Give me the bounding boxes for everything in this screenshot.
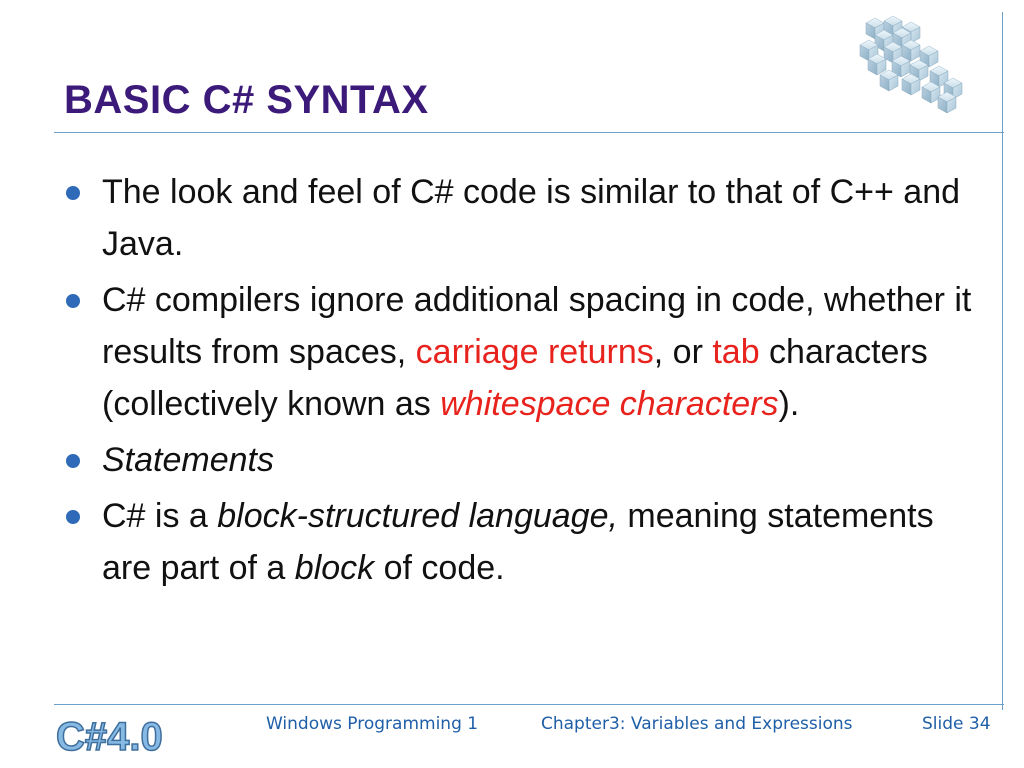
bullet-text-segment: C# is a xyxy=(102,497,218,535)
italic-term: block-structured language, xyxy=(217,497,618,535)
italic-term: block xyxy=(294,549,375,587)
bullet-text-segment: of code. xyxy=(374,549,505,587)
bullet-dot-icon xyxy=(66,186,80,200)
bullet-text-segment: characters (collectively known as xyxy=(102,333,928,423)
highlighted-term: whitespace characters xyxy=(440,385,779,423)
slide-title: BASIC C# SYNTAX xyxy=(64,78,429,122)
bullet-text-segment: , or xyxy=(653,333,713,371)
bullet-item xyxy=(62,166,982,270)
bullet-dot-icon xyxy=(66,510,80,524)
footer-chapter: Chapter3: Variables and Expressions xyxy=(541,714,853,734)
bullet-text-segment: ). xyxy=(778,385,800,423)
csharp-logo xyxy=(54,710,168,760)
title-divider xyxy=(54,132,1004,133)
bullet-item xyxy=(62,274,982,430)
logo-text: C#4.0 xyxy=(56,715,163,759)
slide-number: Slide 34 xyxy=(922,714,991,734)
italic-term: Statements xyxy=(102,441,274,479)
bullet-dot-icon xyxy=(66,294,80,308)
right-border-line xyxy=(1002,12,1003,710)
bullet-text-segment: meaning statements are part of a xyxy=(102,497,934,587)
bullet-item xyxy=(62,434,982,486)
highlighted-term: carriage returns xyxy=(415,333,654,371)
footer-course: Windows Programming 1 xyxy=(266,714,479,734)
bullet-dot-icon xyxy=(66,454,80,468)
highlighted-term: tab xyxy=(712,333,760,371)
bullet-text-segment: The look and feel of C# code is similar to that of C++ and Java. xyxy=(102,173,961,263)
cube-stack-icon xyxy=(846,12,972,114)
bullet-list xyxy=(62,166,982,598)
bullet-text-segment: C# compilers ignore additional spacing in code, whether it results from spaces, xyxy=(102,281,972,371)
bullet-item xyxy=(62,490,982,594)
footer-divider xyxy=(54,704,1004,705)
